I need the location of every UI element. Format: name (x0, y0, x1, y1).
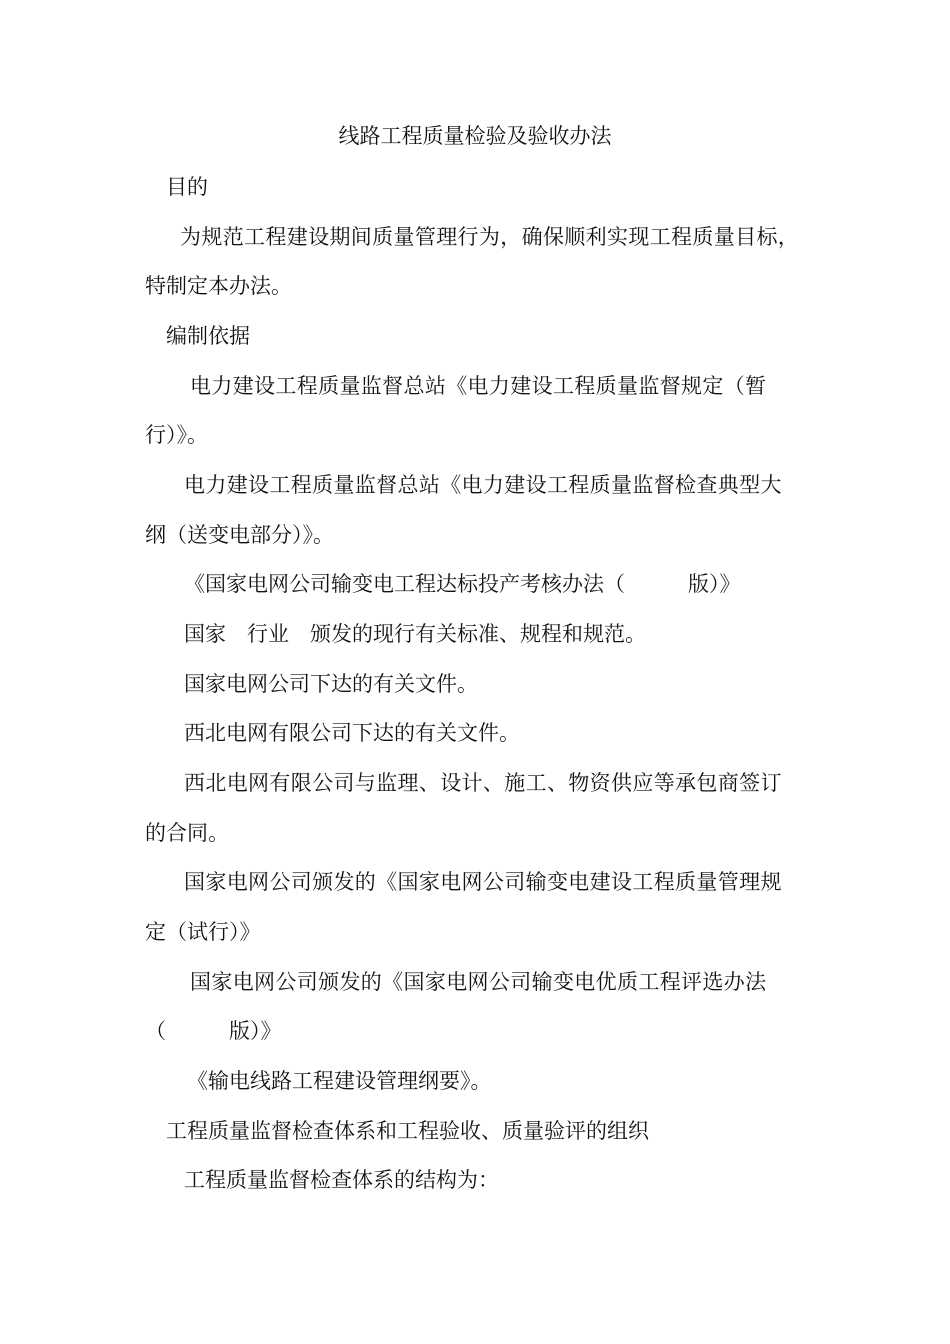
section-heading-basis: 编制依据 (166, 324, 250, 348)
paragraph-line: 国家电网公司下达的有关文件。 (184, 672, 478, 696)
paragraph-line: 特制定本办法。 (145, 274, 292, 298)
paragraph-line: 西北电网有限公司下达的有关文件。 (184, 721, 520, 745)
paragraph-line: 为规范工程建设期间质量管理行为，确保顺利实现工程质量目标， (180, 225, 800, 249)
paragraph-line: 电力建设工程质量监督总站《电力建设工程质量监督检查典型大 (184, 473, 782, 497)
paragraph-line: 纲（送变电部分）》。 (145, 523, 334, 547)
paragraph-line: 《输电线路工程建设管理纲要》。 (187, 1069, 492, 1093)
paragraph-line: 行）》。 (145, 423, 208, 447)
paragraph-line: 国家电网公司颁发的《国家电网公司输变电优质工程评选办法 (190, 970, 767, 994)
section-heading-system: 工程质量监督检查体系和工程验收、质量验评的组织 (166, 1119, 649, 1143)
document-title: 线路工程质量检验及验收办法 (338, 124, 612, 148)
paragraph-line: 国家 行业 颁发的现行有关标准、规程和规范。 (184, 622, 646, 646)
paragraph-line: 国家电网公司颁发的《国家电网公司输变电建设工程质量管理规 (184, 870, 782, 894)
section-heading-purpose: 目的 (166, 175, 208, 199)
paragraph-line: 工程质量监督检查体系的结构为： (184, 1168, 499, 1192)
paragraph-line: 西北电网有限公司与监理、设计、施工、物资供应等承包商签订 (184, 771, 782, 795)
paragraph-line: 电力建设工程质量监督总站《电力建设工程质量监督规定（暂 (190, 374, 767, 398)
paragraph-line: 的合同。 (145, 821, 229, 845)
paragraph-line: 《国家电网公司输变电工程达标投产考核办法（ 版）》 (184, 572, 741, 596)
paragraph-line: （ 版）》 (145, 1019, 282, 1043)
paragraph-line: 定（试行）》 (145, 920, 261, 944)
